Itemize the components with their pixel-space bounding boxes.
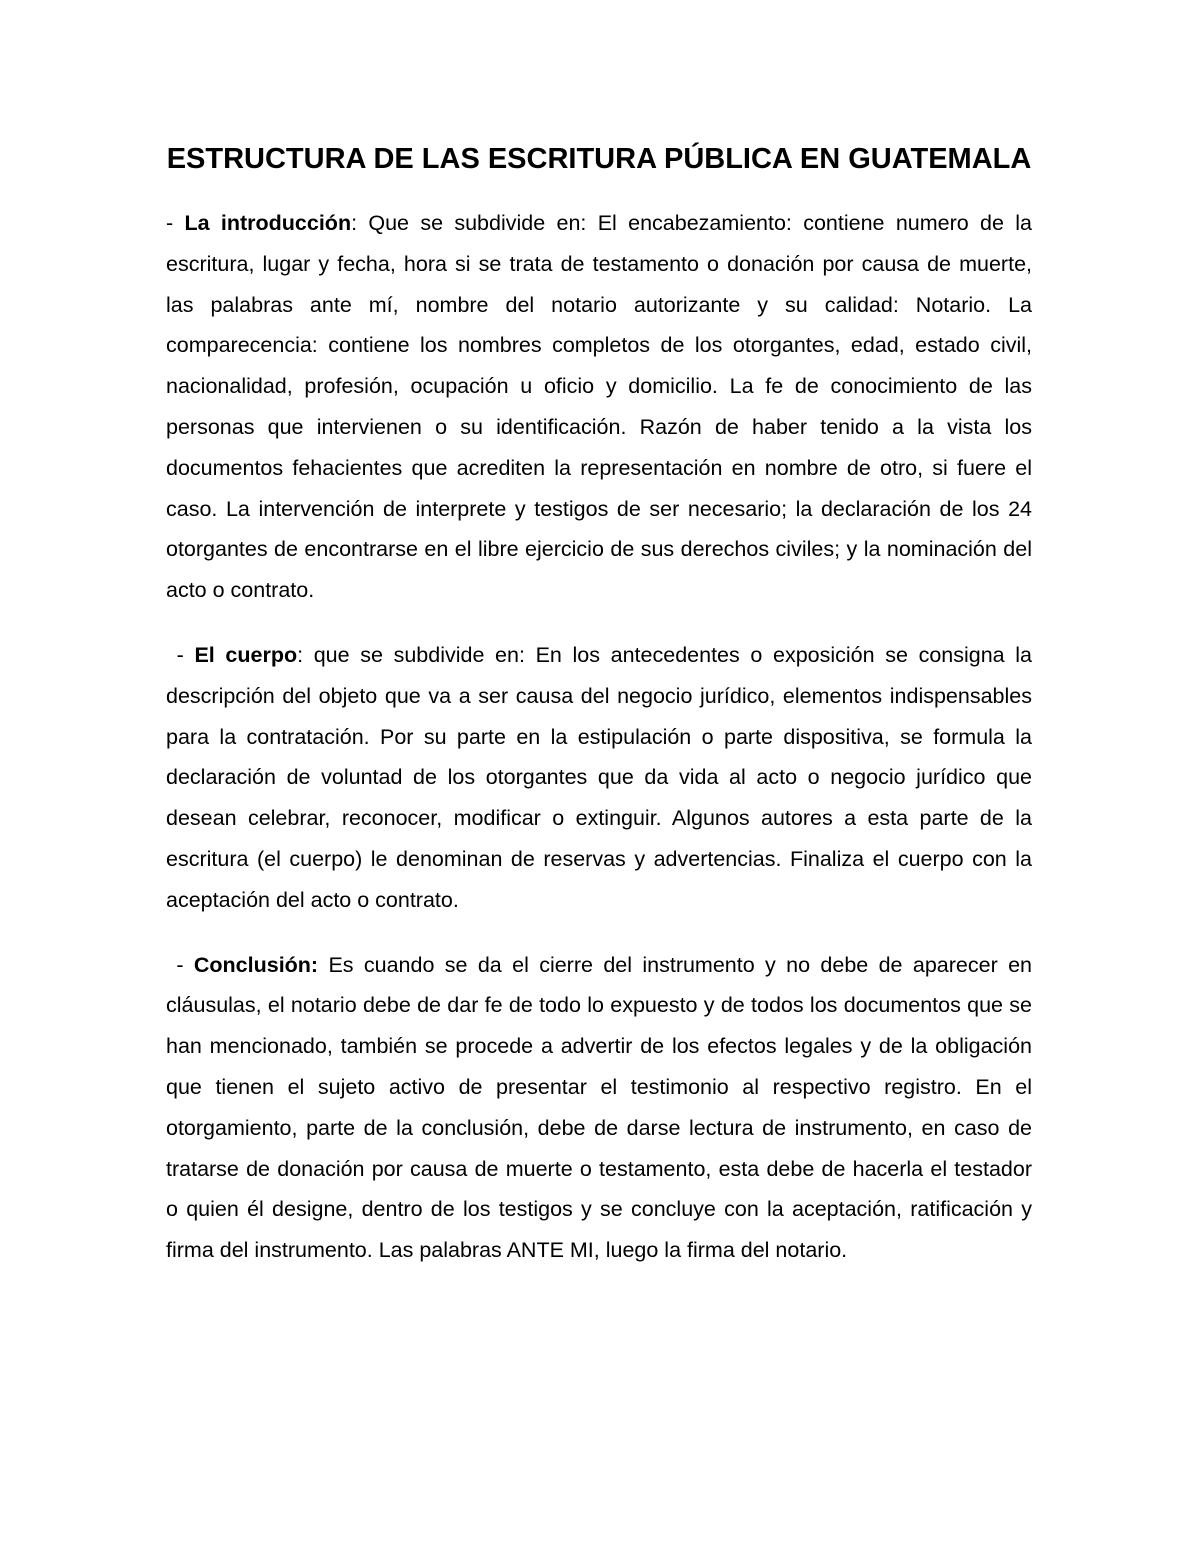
section-term: La introducción bbox=[184, 211, 352, 235]
section-term: Conclusión: bbox=[193, 952, 319, 977]
section-lead: - bbox=[166, 952, 194, 977]
section-body: : Que se subdivide en: El encabezamiento: contiene numero de la escritura, lugar y fecha, hora si se trata de testamento o donación por causa de muerte, las palabras ante mí, nombre del notario autorizante y su calidad: Notario. La comparecencia: contiene los nombres completos de los otorgantes, edad, estado civil, nacionalidad, profesión, ocupación u oficio y domicilio. La fe de conocimiento de las personas que intervienen o su identificación. Razón de haber tenido a la vista los documentos fehacientes que acrediten la representación en nombre de otro, si fuere el caso. La intervención de interprete y testigos de ser necesario; la declaración de los 24 otorgantes de encontrarse en el libre ejercicio de sus derechos civiles; y la nominación del acto o contrato. bbox=[166, 211, 1032, 603]
section-term: El cuerpo bbox=[194, 642, 298, 667]
document-title: ESTRUCTURA DE LAS ESCRITURA PÚBLICA EN GUATEMALA bbox=[166, 143, 1032, 175]
section-conclusion bbox=[166, 945, 1032, 1271]
section-body: : que se subdivide en: En los antecedentes o exposición se consigna la descripción del objeto que va a ser causa del negocio jurídico, elementos indispensables para la contratación. Por su parte en la estipulación o parte dispositiva, se formula la declaración de voluntad de los otorgantes que da vida al acto o negocio jurídico que desean celebrar, reconocer, modificar o extinguir. Algunos autores a esta parte de la escritura (el cuerpo) le denominan de reservas y advertencias. Finaliza el cuerpo con la aceptación del acto o contrato. bbox=[166, 642, 1033, 912]
section-lead: - bbox=[166, 642, 195, 667]
section-body: Es cuando se da el cierre del instrumento y no debe de aparecer en cláusulas, el notario debe de dar fe de todo lo expuesto y de todos los documentos que se han mencionado, también se procede a advertir de los efectos legales y de la obligación que tienen el sujeto activo de presentar el testimonio al respectivo registro. En el otorgamiento, parte de la conclusión, debe de darse lectura de instrumento, en caso de tratarse de donación por causa de muerte o testamento, esta debe de hacerla el testador o quien él designe, dentro de los testigos y se concluye con la aceptación, ratificación y firma del instrumento. Las palabras ANTE MI, luego la firma del notario. bbox=[166, 952, 1032, 1263]
section-lead: - bbox=[166, 211, 185, 235]
section-cuerpo bbox=[166, 635, 1032, 921]
section-introduccion bbox=[166, 203, 1032, 611]
document-page bbox=[166, 132, 1032, 1271]
